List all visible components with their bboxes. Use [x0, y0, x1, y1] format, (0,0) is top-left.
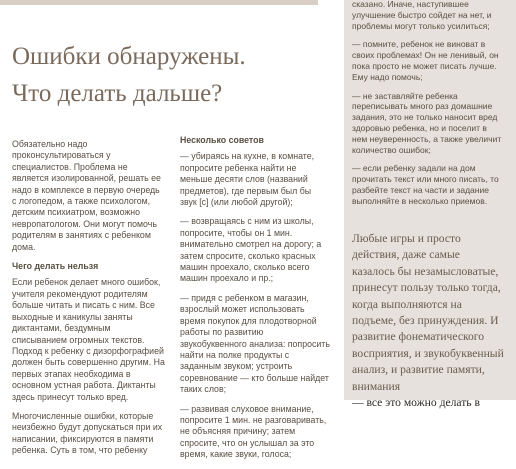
tip-item: — возвращаясь с ним из школы, попросите, чтобы он 1 мин. внимательно смотрел на дорогу; а затем спросите, сколько красных машин проехало, сколько всего машин проехало и пр.;	[180, 216, 322, 284]
title-line-1: Ошибки обнаружены.	[12, 43, 246, 70]
article-column-2	[180, 135, 330, 469]
article-column-1	[12, 139, 166, 465]
pull-quote-tail: — все это можно делать в	[352, 396, 480, 410]
pull-quote-text: Любые игры и просто действия, даже самые казалось бы незамысловатые, принесут пользу только тогда, когда выполняются на подъеме, без принуждения. И развитие фонематического восприятия, и звукобуквенный анализ, и развитие памяти, внимания	[352, 232, 504, 393]
tip-item: — придя с ребенком в магазин, взрослый может использовать время покупок для плодотворной работы по развитию звукобуквенного анализа: попросить найти на полке продукты с заданным звуком; устроить соревнование — кто больше найдет таких слов;	[180, 292, 330, 395]
sidebar-paragraph: — если ребенку задали на дом прочитать текст или много писать, то разбейте текст на части и задание выполняйте в несколько приемов.	[352, 163, 499, 206]
pull-quote	[352, 231, 504, 411]
paragraph: Если ребенок делает много ошибок, учителя рекомендуют родителям больше читать и писать с ним. Все выходные и каникулы заняты диктантами, бездумным списыванием огромных текстов. Подход к ребенку с дизорфографией должен быть совершенно другим. На первых этапах необходима в основном устная работа. Диктанты здесь принесут только вред.	[12, 277, 165, 402]
sidebar-paragraph: — не заставляйте ребенка переписывать много раз домашние задания, это не только наносит вред здоровью ребенка, но и поселит в нем неуверенность, а также увеличит количество ошибок;	[352, 90, 502, 155]
sidebar-text	[352, 0, 502, 215]
header-photo	[0, 0, 318, 5]
sidebar	[344, 0, 516, 410]
title-line-2: Что делать дальше?	[12, 80, 223, 107]
paragraph: Многочисленные ошибки, которые неизбежно будут допускаться при их написании, фиксируются в памяти ребенка. Суть в том, что ребенку	[12, 410, 163, 456]
section-heading: Чего делать нельзя	[12, 261, 99, 272]
tip-item: — убираясь на кухне, в комнате, попросите ребенка найти не меньше десяти слов (названий предметов), где первым был бы звук [с] (или любой другой);	[180, 151, 315, 208]
section-heading: Несколько советов	[180, 135, 264, 145]
paragraph: Обязательно надо проконсультироваться у специалистов. Проблема не является изолированной, решать ее надо в комплексе в первую очередь с логопедом, а также психологом, детским психиатром, возможно невропатологом. Они могут помочь родителям в занятиях с ребенком дома.	[12, 139, 161, 252]
sidebar-paragraph: — помните, ребенок не виноват в своих проблемах! Он не ленивый, он пока просто не может писать лучше. Ему надо помочь;	[352, 39, 499, 82]
tip-item: — развивая слуховое внимание, попросите 1 мин. не разговаривать, не объясняя причину; затем спросите, что он услышал за это время, какие звуки, голоса;	[180, 403, 327, 460]
sidebar-paragraph: сказано. Иначе, наступившее улучшение быстро сойдет на нет, и проблемы могут только усилиться;	[352, 0, 492, 31]
article-title	[12, 38, 332, 112]
